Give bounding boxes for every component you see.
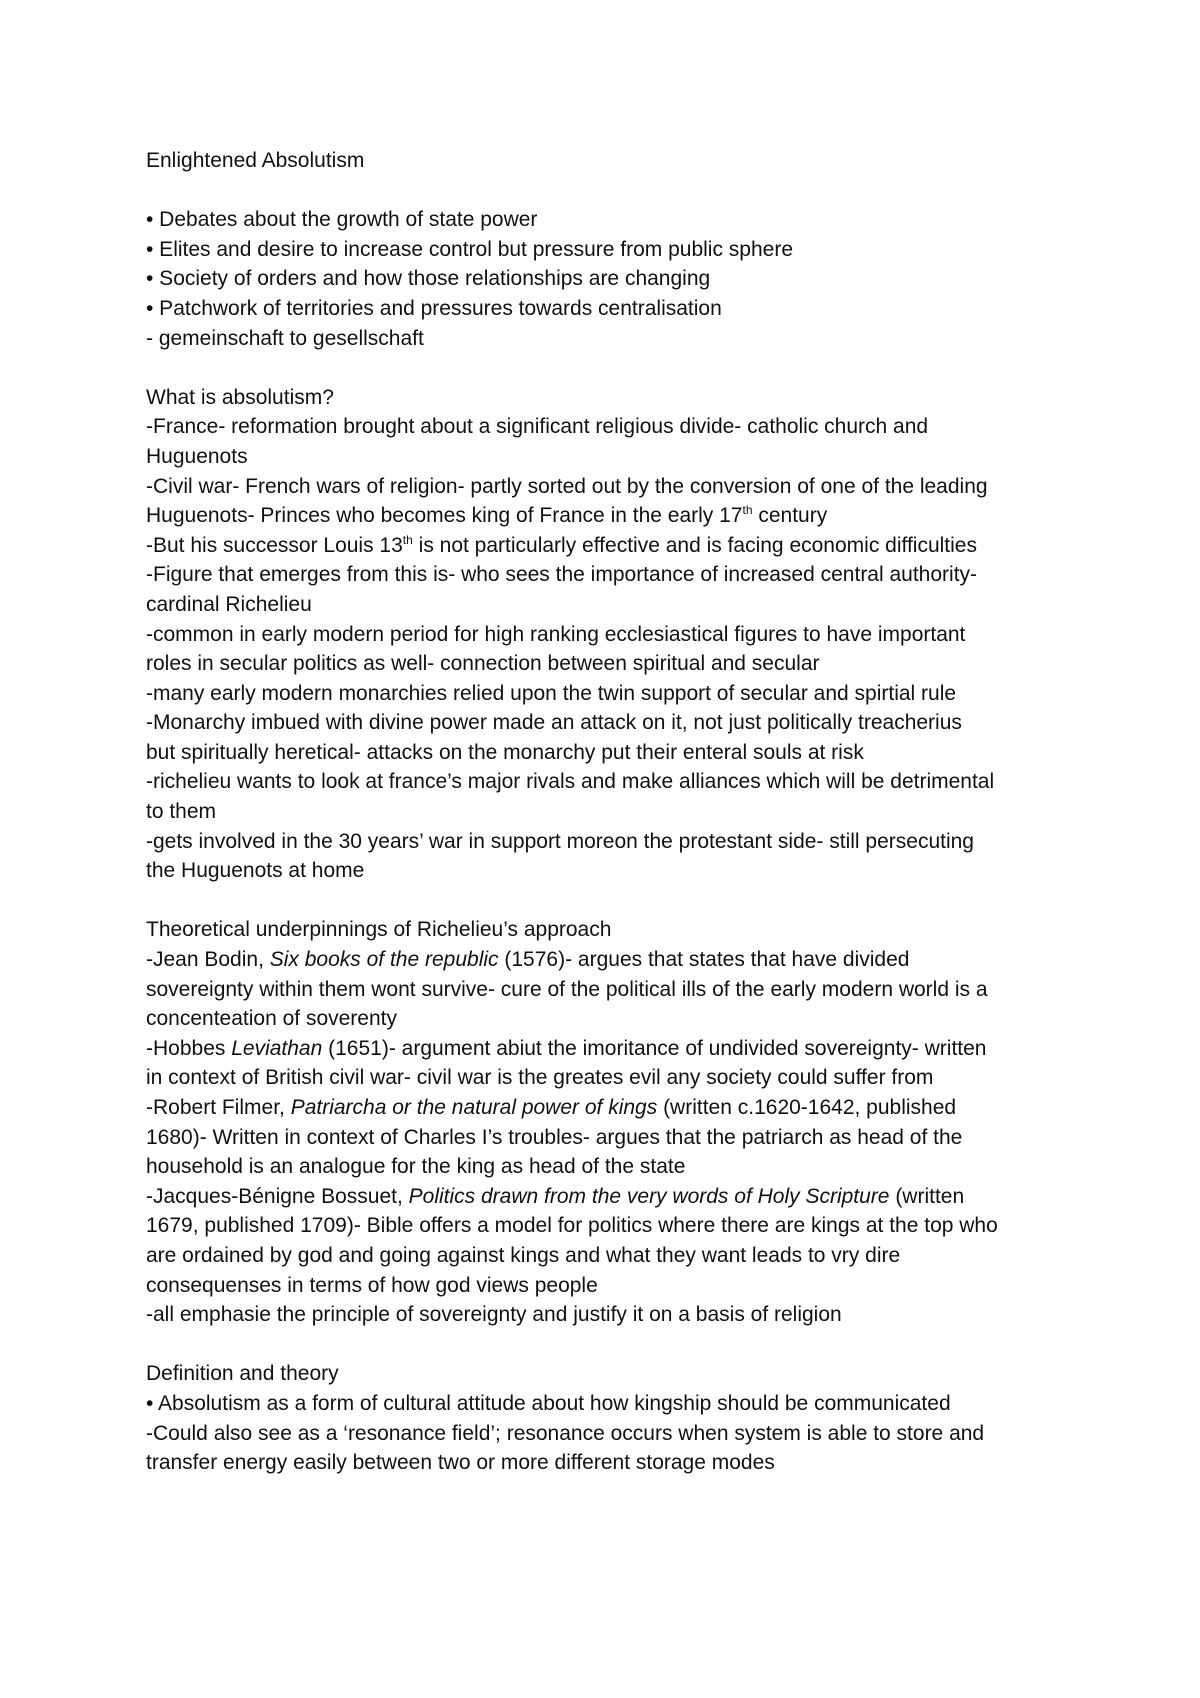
text-line: -all emphasie the principle of sovereignty and justify it on a basis of religion	[146, 1303, 842, 1327]
text-run: is not particularly effective and is facing economic difficulties	[412, 533, 977, 557]
text-line: cardinal Richelieu	[146, 592, 312, 616]
text-line: • Absolutism as a form of cultural attitude about how kingship should be communicated	[146, 1391, 951, 1415]
text-line: in context of British civil war- civil war is the greates evil any society could suffer from	[146, 1066, 934, 1090]
document-page	[146, 146, 1086, 1478]
section-heading: What is absolutism?	[146, 385, 334, 409]
text-line: -France- reformation brought about a significant religious divide- catholic church and	[146, 415, 929, 439]
text-line: concenteation of soverenty	[146, 1007, 397, 1031]
text-line: -many early modern monarchies relied upon the twin support of secular and spirtial rule	[146, 681, 957, 705]
text-line: -gets involved in the 30 years’ war in support moreon the protestant side- still persecuting	[146, 829, 974, 853]
text-run: (1651)- argument abiut the imoritance of undivided sovereignty- written	[322, 1036, 987, 1060]
text-line: -Monarchy imbued with divine power made an attack on it, not just politically treacherius	[146, 711, 962, 735]
text-line	[146, 1034, 1086, 1064]
text-run: Huguenots- Princes who becomes king of France in the early 17	[146, 504, 743, 528]
text-line: to them	[146, 800, 217, 824]
text-line: 1680)- Written in context of Charles I’s troubles- argues that the patriarch as head of the	[146, 1125, 963, 1149]
text-line	[146, 531, 1086, 561]
text-line	[146, 501, 1086, 531]
text-line: consequenses in terms of how god views people	[146, 1273, 598, 1297]
text-run: century	[752, 504, 828, 528]
intro-point: • Elites and desire to increase control but pressure from public sphere	[146, 237, 794, 261]
book-title: Patriarcha or the natural power of kings	[290, 1096, 658, 1119]
text-run: -Hobbes	[146, 1036, 232, 1060]
spacer	[146, 353, 1086, 383]
book-title: Six books of the republic	[269, 948, 499, 972]
spacer	[146, 886, 1086, 916]
section-heading: Definition and theory	[146, 1362, 339, 1386]
section-theoretical-underpinnings	[146, 915, 1086, 1329]
text-line: the Huguenots at home	[146, 859, 365, 883]
section-definition-and-theory	[146, 1359, 1086, 1477]
intro-point: • Debates about the growth of state power	[146, 208, 538, 232]
book-title: Politics drawn from the very words of Holy Scripture	[408, 1184, 890, 1208]
text-line: Huguenots	[146, 444, 248, 468]
text-line: 1679, published 1709)- Bible offers a model for politics where there are kings at the top who	[146, 1214, 998, 1238]
text-run: (written c.1620-1642, published	[657, 1096, 957, 1119]
intro-list	[146, 205, 1086, 353]
text-line: household is an analogue for the king as head of the state	[146, 1155, 686, 1179]
text-line: transfer energy easily between two or more different storage modes	[146, 1451, 775, 1475]
document-title: Enlightened Absolutism	[146, 149, 365, 172]
intro-point: - gemeinschaft to gesellschaft	[146, 326, 424, 350]
text-run: (1576)- argues that states that have divided	[498, 948, 910, 972]
text-line	[146, 945, 1086, 975]
intro-point: • Patchwork of territories and pressures towards centralisation	[146, 296, 722, 320]
text-line: -richelieu wants to look at france’s major rivals and make alliances which will be detrimental	[146, 770, 995, 794]
text-line: roles in secular politics as well- connection between spiritual and secular	[146, 652, 820, 676]
text-line: -common in early modern period for high ranking ecclesiastical figures to have important	[146, 622, 966, 646]
text-line: sovereignty within them wont survive- cure of the political ills of the early modern world is a	[146, 977, 988, 1001]
text-line	[146, 1093, 1086, 1123]
section-what-is-absolutism	[146, 383, 1086, 886]
text-run: -Robert Filmer,	[146, 1096, 291, 1119]
spacer	[146, 1330, 1086, 1360]
superscript: th	[402, 532, 413, 547]
text-run: -Jean Bodin,	[146, 948, 270, 972]
spacer	[146, 176, 1086, 206]
section-heading: Theoretical underpinnings of Richelieu’s approach	[146, 918, 612, 942]
text-line: -Civil war- French wars of religion- partly sorted out by the conversion of one of the leading	[146, 474, 988, 498]
book-title: Leviathan	[231, 1036, 323, 1060]
superscript: th	[742, 503, 753, 518]
text-line: but spiritually heretical- attacks on the monarchy put their enteral souls at risk	[146, 740, 864, 764]
text-run: (written	[889, 1184, 965, 1208]
text-line	[146, 1182, 1086, 1212]
text-run: -But his successor Louis 13	[146, 533, 403, 557]
text-line: are ordained by god and going against kings and what they want leads to vry dire	[146, 1243, 901, 1267]
intro-point: • Society of orders and how those relationships are changing	[146, 267, 711, 291]
text-line: -Figure that emerges from this is- who sees the importance of increased central authority-	[146, 563, 978, 587]
text-line: -Could also see as a ‘resonance field’; resonance occurs when system is able to store and	[146, 1421, 985, 1445]
text-run: -Jacques-Bénigne Bossuet,	[146, 1184, 409, 1208]
